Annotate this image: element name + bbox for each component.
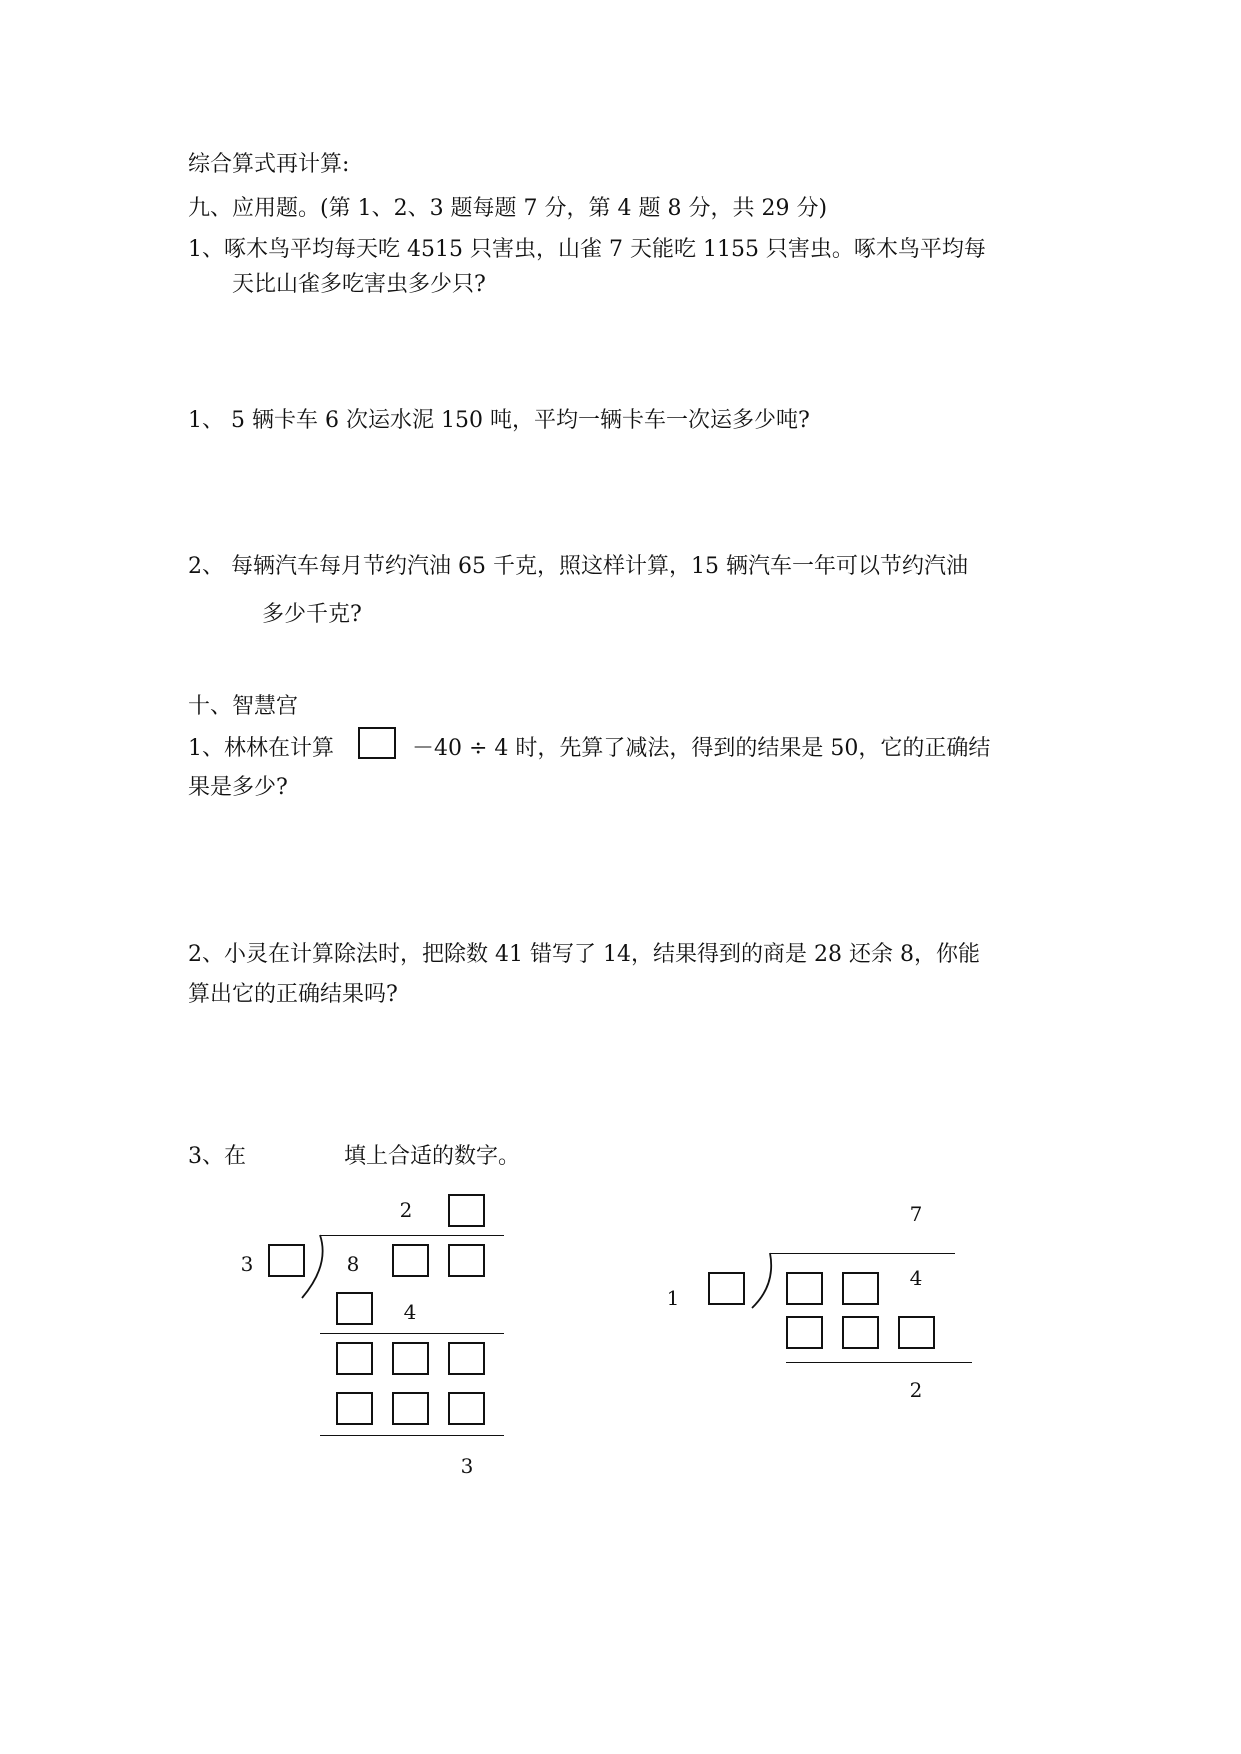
div2-dividend-digit: 4 <box>909 1266 923 1290</box>
s10-q3-prefix: 3、在 <box>188 1144 246 1169</box>
s10-q1-suffix: －40 ÷ 4 时，先算了减法，得到的结果是 50，它的正确结 <box>412 736 991 761</box>
div2-product-box-3[interactable] <box>898 1316 935 1349</box>
s9-q3-line2: 多少千克? <box>262 602 362 627</box>
s10-q2-line2: 算出它的正确结果吗? <box>188 982 398 1007</box>
header-text: 综合算式再计算: <box>188 152 350 177</box>
div2-remainder-digit: 2 <box>909 1378 923 1402</box>
div1-dividend-digit: 8 <box>346 1252 360 1276</box>
section10-title: 十、智慧宫 <box>188 694 299 719</box>
div2-rule-1 <box>786 1362 972 1363</box>
div2-quotient-digit: 7 <box>909 1202 923 1226</box>
s9-q3-line1: 2、 每辆汽车每月节约汽油 65 千克，照这样计算，15 辆汽车一年可以节约汽油 <box>188 554 968 579</box>
s10-q3-suffix: 填上合适的数字。 <box>344 1144 521 1169</box>
s10-q1-line2: 果是多少? <box>188 775 288 800</box>
div1-remainder-digit: 3 <box>460 1454 474 1478</box>
div2-dividend-box-2[interactable] <box>842 1272 879 1305</box>
section9-title: 九、应用题。(第 1、2、3 题每题 7 分，第 4 题 8 分，共 29 分) <box>188 196 828 221</box>
div2-dividend-box-1[interactable] <box>786 1272 823 1305</box>
div2-product-box-2[interactable] <box>842 1316 879 1349</box>
div2-divisor-digit: 1 <box>666 1286 680 1310</box>
s9-q1-line1: 1、啄木鸟平均每天吃 4515 只害虫，山雀 7 天能吃 1155 只害虫。啄木鸟平均每 <box>188 237 986 262</box>
s10-q1-prefix: 1、林林在计算 <box>188 736 334 761</box>
s9-q1-line2: 天比山雀多吃害虫多少只? <box>232 272 486 297</box>
div2-product-box-1[interactable] <box>786 1316 823 1349</box>
s10-q2-line1: 2、小灵在计算除法时，把除数 41 错写了 14，结果得到的商是 28 还余 8，你能 <box>188 942 980 967</box>
div1-row1-digit: 4 <box>403 1300 417 1324</box>
s9-q2-text: 1、 5 辆卡车 6 次运水泥 150 吨，平均一辆卡车一次运多少吨? <box>188 408 810 433</box>
div1-quotient-digit: 2 <box>399 1198 413 1222</box>
div1-divisor-digit: 3 <box>240 1252 254 1276</box>
